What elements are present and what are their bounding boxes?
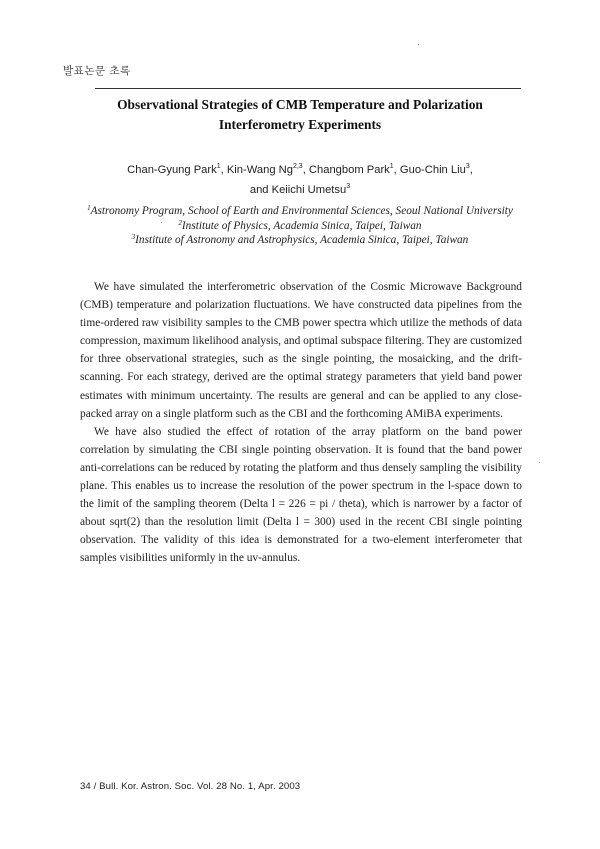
affiliation-text: Institute of Physics, Academia Sinica, Taipei, Taiwan bbox=[181, 219, 422, 232]
author-name: Chan-Gyung Park bbox=[127, 164, 217, 176]
affiliation-list bbox=[80, 204, 520, 248]
author-affil-sup: 1 bbox=[389, 163, 394, 170]
affiliation-item bbox=[80, 204, 520, 219]
author-name: Guo-Chin Liu bbox=[399, 164, 466, 176]
author-sep: , bbox=[393, 164, 400, 176]
abstract-paragraph: We have simulated the interferometric observation of the Cosmic Microwave Background (CMB) temperature and polarization fluctuations. We have constructed data pipelines from the time-ordered raw visibility samples to the CMB power spectra which utilize the methods of data compression, maximum likelihood analysis, and optimal subspace filtering. They are customized for three observational strategies, such as the single pointing, the mosaicking, and the drift-scanning. For each strategy, derived are the optimal strategy parameters that yield band power estimates with minimum uncertainty. The results are general and can be applied to any close-packed array on a single platform such as the CBI and the forthcoming AMiBA experiments. bbox=[80, 281, 522, 420]
author-affil-sup: 3 bbox=[346, 183, 351, 190]
author-line-1 bbox=[80, 160, 520, 180]
affiliation-item bbox=[80, 233, 520, 248]
author-sep: , bbox=[302, 164, 309, 176]
paper-title bbox=[80, 95, 520, 135]
paper-title-line-1: Observational Strategies of CMB Temperature and Polarization bbox=[117, 97, 483, 112]
author-name: Changbom Park bbox=[308, 164, 390, 176]
affiliation-sup: 1 bbox=[87, 204, 91, 212]
author-sep: , bbox=[220, 164, 227, 176]
scan-speck bbox=[161, 222, 162, 223]
author-name: Kin-Wang Ng bbox=[226, 164, 293, 176]
affiliation-text: Astronomy Program, School of Earth and Environmental Sciences, Seoul National University bbox=[90, 205, 513, 217]
author-affil-sup: 3 bbox=[465, 163, 470, 170]
affiliation-sup: 3 bbox=[131, 233, 136, 242]
author-sep: , bbox=[469, 164, 473, 176]
affiliation-item bbox=[80, 219, 520, 234]
page-footer-citation: 34 / Bull. Kor. Astron. Soc. Vol. 28 No. 1, Apr. 2003 bbox=[80, 781, 301, 792]
abstract-paragraph: We have also studied the effect of rotation of the array platform on the band power correlation by simulating the CBI single pointing observation. It is found that the band power anti-correlations can be reduced by rotating the platform and thus densely sampling the visibility plane. This enables us to increase the resolution of the power spectrum in the l-space down to the limit of the sampling theorem (Delta l = 226 = pi / theta), which is narrower by a factor of about sqrt(2) than the resolution limit (Delta l = 300) used in the recent CBI single pointing observation. The validity of this idea is demonstrated for a two-element interferometer that samples visibilities uniformly in the uv-annulus. bbox=[80, 425, 522, 565]
section-header-label: 발표논문 초록 bbox=[63, 65, 131, 77]
author-affil-sup: 1 bbox=[216, 163, 221, 170]
paper-title-line-2: Interferometry Experiments bbox=[218, 117, 382, 132]
affiliation-sup: 2 bbox=[178, 218, 182, 227]
title-rule-top bbox=[95, 88, 521, 89]
scan-speck bbox=[539, 462, 540, 463]
scan-speck bbox=[418, 44, 419, 45]
affiliation-text: Institute of Astronomy and Astrophysics, Academia Sinica, Taipei, Taiwan bbox=[135, 234, 469, 247]
abstract-body bbox=[80, 278, 522, 568]
author-line-2 bbox=[80, 180, 520, 200]
author-name: and Keiichi Umetsu bbox=[249, 184, 347, 196]
author-list bbox=[80, 160, 520, 200]
author-affil-sup: 2,3 bbox=[292, 163, 303, 170]
